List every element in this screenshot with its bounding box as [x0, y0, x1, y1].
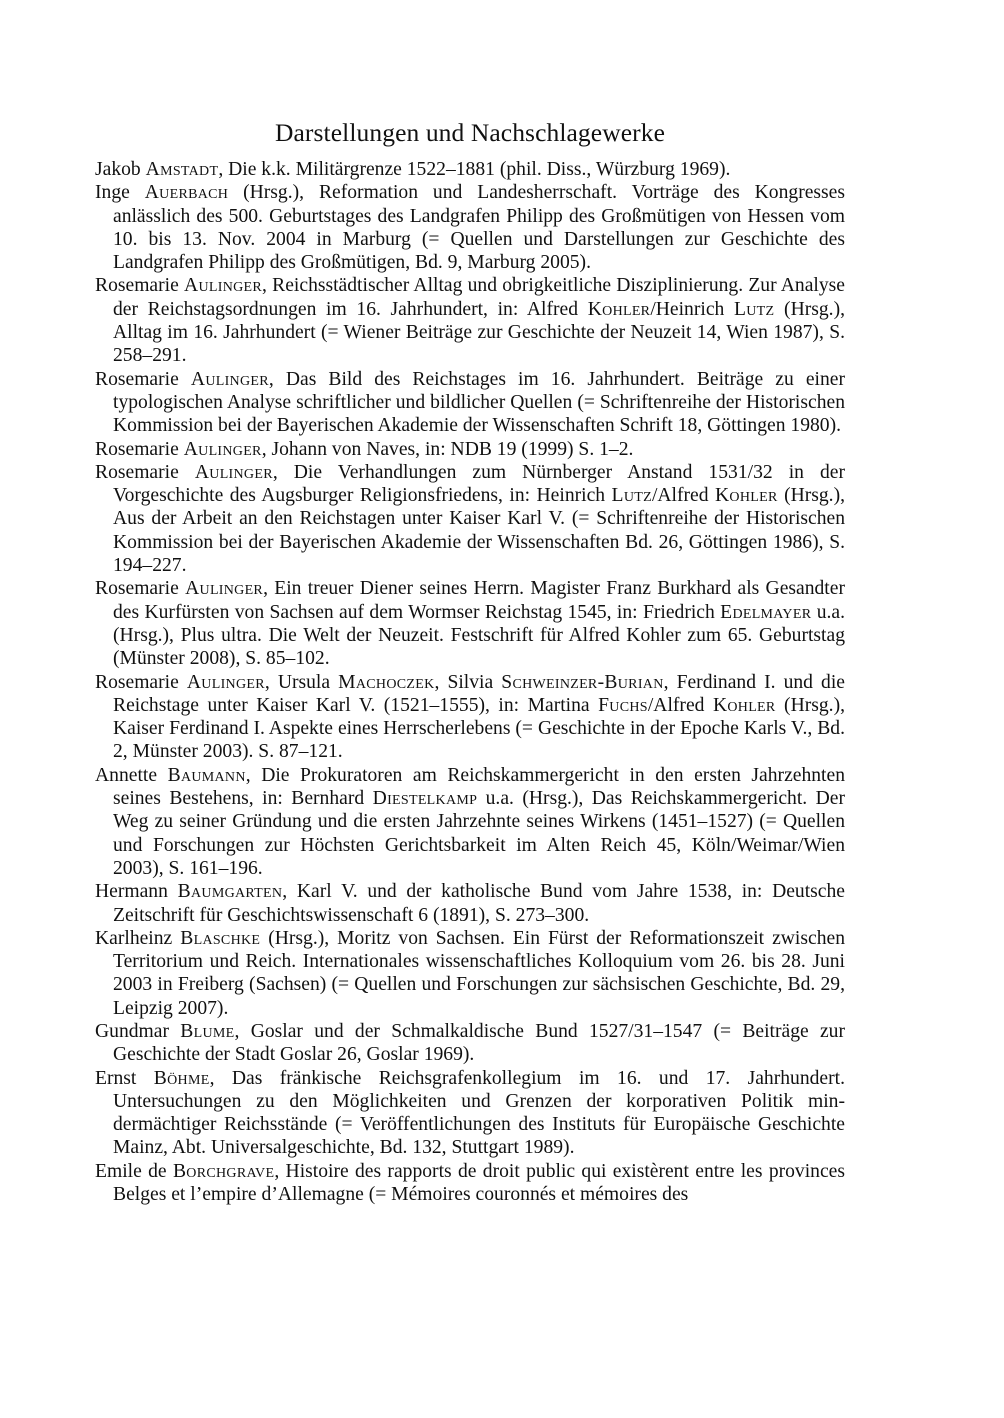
- author-surname: Aulinger: [183, 438, 262, 460]
- bibliography-entry: Rosemarie Aulinger, Johann von Naves, in: NDB 19 (1999) S. 1–2.: [95, 438, 634, 460]
- bibliography-entry: Ernst Böhme, Das fränkische Reichsgrafenkollegium im 16. und 17. Jahrhundert. Untersuchungen zu den Möglichkeiten und Grenzen der korporativen Politik mindermächtiger Reichsstände (= Veröffentlichungen des Instituts für Europäische Geschichte Mainz, Abt. Universalgeschichte, Bd. 132, Stuttgart 1989).: [95, 1067, 845, 1159]
- bibliography-entry: Rosemarie Aulinger, Reichsstädtischer Alltag und obrigkeitliche Disziplinierung. Zur Analyse der Reichstagsordnungen im 16. Jahrhundert, in: Alfred Kohler/Heinrich Lutz (Hrsg.), Alltag im 16. Jahrhundert (= Wiener Beiträge zur Geschichte der Neuzeit 14, Wien 1987), S. 258–291.: [95, 275, 846, 367]
- author-surname: Aulinger: [194, 461, 273, 483]
- author-surname: Böhme: [153, 1067, 210, 1089]
- editor-surname: Kohler: [587, 298, 651, 320]
- editor-surname: Lutz: [611, 485, 652, 507]
- bibliography-entry: Jakob Amstadt, Die k.k. Militärgrenze 1522–1881 (phil. Diss., Würzburg 1969).: [95, 159, 731, 180]
- bibliography-entry: Inge Auerbach (Hrsg.), Reformation und Landesherrschaft. Vorträge des Kongresses anlässlich des 500. Geburtstages des Landgrafen Philipp des Großmütigen von Hessen vom 10. bis 13. Nov. 2004 in Marburg (= Quellen und Darstellungen zur Geschichte des Landgrafen Philipp des Großmütigen, Bd. 9, Marburg 2005).: [95, 182, 845, 274]
- coauthor-surname: Machoczek: [338, 671, 435, 693]
- author-surname: Aulinger: [186, 671, 265, 693]
- author-surname: Borchgrave: [172, 1160, 275, 1182]
- editor-surname: Diestelkamp: [372, 788, 478, 810]
- bibliography-entry: Annette Baumann, Die Prokuratoren am Reichskammergericht in den ersten Jahrzehnten seines Bestehens, in: Bernhard Diestelkamp u.a. (Hrsg.), Das Reichskammergericht. Der Weg zu seiner Gründung und die ersten Jahrzehnte seines Wirkens (1451–1527) (= Quellen und Forschungen zur Höchsten Gerichtsbarkeit im Alten Reich 45, Köln/Weimar/Wien 2003), S. 161–196.: [95, 764, 845, 879]
- author-surname: Baumann: [167, 764, 246, 786]
- author-surname: Aulinger: [185, 578, 264, 600]
- author-surname: Baumgarten: [177, 881, 283, 903]
- author-surname: Auerbach: [144, 182, 229, 204]
- bibliography-list: [95, 158, 845, 1206]
- section-heading: Darstellungen und Nachschlagewerke: [275, 118, 665, 147]
- editor-surname: Edelmayer: [720, 601, 812, 623]
- author-surname: Blume: [180, 1020, 235, 1042]
- bibliography-entry: Emile de Borchgrave, Histoire des rapports de droit public qui existèrent entre les provinces Belges et l’empire d’Allemagne (= Mémoires couronnés et mémoires des: [95, 1160, 845, 1206]
- editor-surname: Kohler: [714, 485, 778, 507]
- editor-surname: Lutz: [734, 298, 775, 320]
- bibliography-entry: Karlheinz Blaschke (Hrsg.), Moritz von Sachsen. Ein Fürst der Reformationszeit zwischen Territorium und Reich. Internationales wissenschaftliches Kolloquium vom 26. bis 28. Juni 2003 in Freiberg (Sachsen) (= Quellen und Forschungen zur sächsischen Geschichte, Bd. 29, Leipzig 2007).: [95, 927, 845, 1019]
- author-surname: Amstadt: [145, 159, 219, 180]
- bibliography-page: [95, 117, 845, 1206]
- author-surname: Aulinger: [190, 368, 269, 390]
- bibliography-entry: Rosemarie Aulinger, Die Verhandlungen zum Nürnberger Anstand 1531/32 in der Vorgeschichte des Augsburger Religionsfriedens, in: Heinrich Lutz/Alfred Kohler (Hrsg.), Aus der Arbeit an den Reichstagen unter Kaiser Karl V. (= Schriftenreihe der Historischen Kommission bei der Bayerischen Akademie der Wissenschaften Bd. 26, Göttingen 1986), S. 194–227.: [95, 461, 846, 577]
- editor-surname: Fuchs: [598, 694, 648, 716]
- editor-surname: Kohler: [712, 694, 776, 716]
- bibliography-entry: Rosemarie Aulinger, Ursula Machoczek, Silvia Schweinzer-Burian, Ferdinand I. und die Reichstage unter Kaiser Karl V. (1521–1555), in: Martina Fuchs/Alfred Kohler (Hrsg.), Kaiser Ferdinand I. Aspekte eines Herrscherlebens (= Geschichte in der Epoche Karls V., Bd. 2, Münster 2003). S. 87–121.: [95, 671, 845, 763]
- bibliography-entry: Hermann Baumgarten, Karl V. und der katholische Bund vom Jahre 1538, in: Deutsche Zeitschrift für Geschichtswissenschaft 6 (1891), S. 273–300.: [95, 881, 845, 926]
- bibliography-entry: Gundmar Blume, Goslar und der Schmalkaldische Bund 1527/31–1547 (= Beiträge zur Geschichte der Stadt Goslar 26, Goslar 1969).: [95, 1020, 846, 1066]
- bibliography-entry: Rosemarie Aulinger, Das Bild des Reichstages im 16. Jahrhundert. Beiträge zu einer typologischen Analyse schriftlicher und bildlicher Quellen (= Schriftenreihe der Historischen Kommission bei der Bayerischen Akademie der Wissenschaften Schrift 18, Göttingen 1980).: [95, 368, 845, 437]
- author-surname: Blaschke: [180, 927, 261, 949]
- author-surname: Aulinger: [184, 275, 263, 297]
- coauthor-surname: Schweinzer-Burian: [501, 671, 664, 693]
- bibliography-entry: Rosemarie Aulinger, Ein treuer Diener seines Herrn. Magister Franz Burkhard als Gesandter des Kurfürsten von Sachsen auf dem Wormser Reichstag 1545, in: Friedrich Edelmayer u.a. (Hrsg.), Plus ultra. Die Welt der Neuzeit. Festschrift für Alfred Kohler zum 65. Geburtstag (Münster 2008), S. 85–102.: [95, 578, 845, 670]
